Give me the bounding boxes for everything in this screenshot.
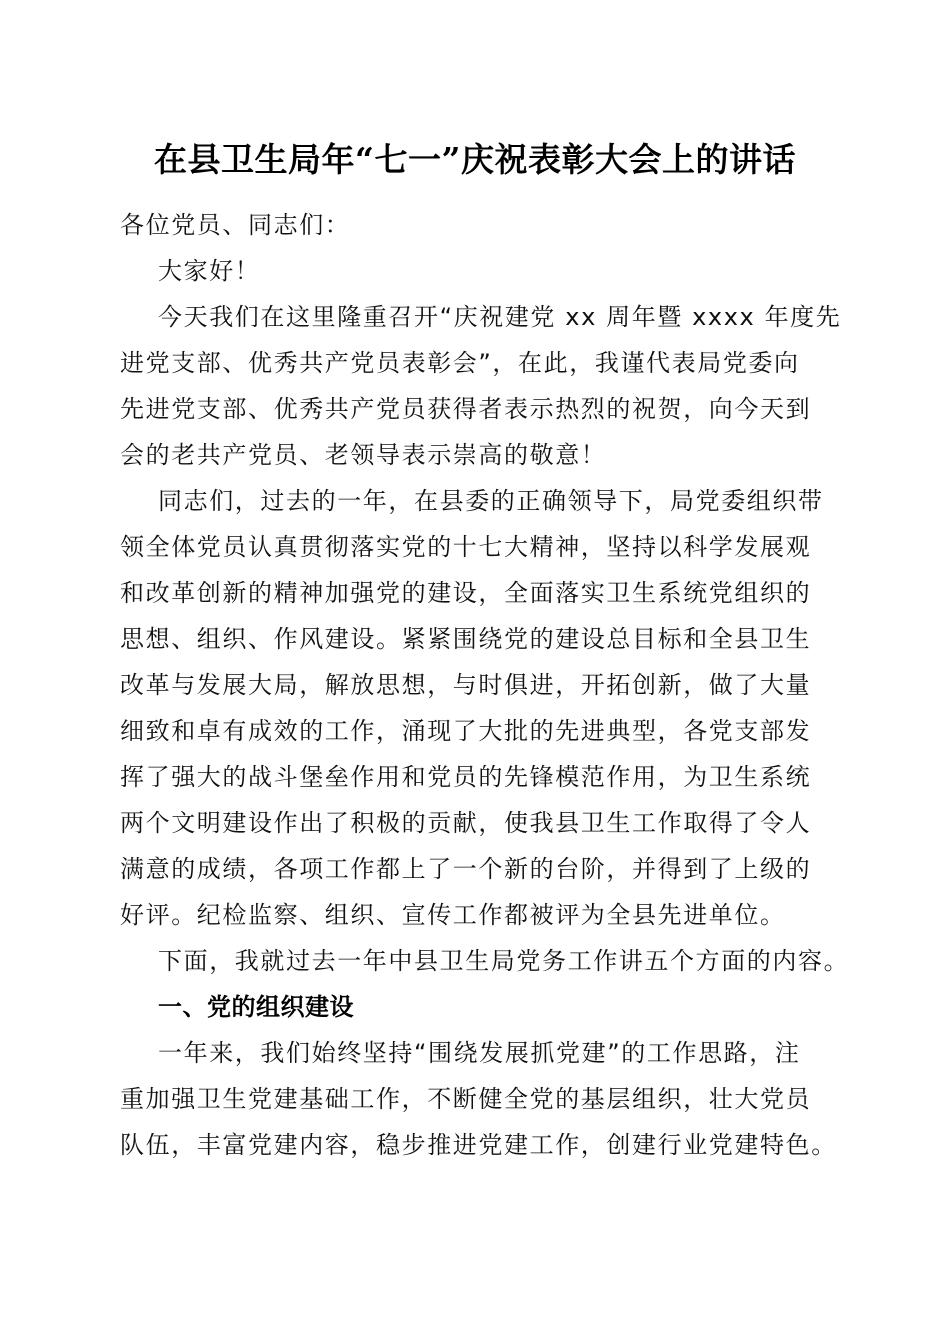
- paragraph-line: 领全体党员认真贯彻落实党的十七大精神，坚持以科学发展观: [120, 533, 812, 561]
- salutation: 各位党员、同志们：: [120, 211, 351, 239]
- paragraph-line: 细致和卓有成效的工作，涌现了大批的先进典型，各党支部发: [120, 717, 812, 745]
- paragraph-line: 满意的成绩，各项工作都上了一个新的台阶，并得到了上级的: [120, 855, 812, 883]
- paragraph-line: 下面，我就过去一年中县卫生局党务工作讲五个方面的内容。: [158, 947, 850, 975]
- paragraph-line: 先进党支部、优秀共产党员获得者表示热烈的祝贺，向今天到: [120, 395, 812, 423]
- paragraph-line: 好评。纪检监察、组织、宣传工作都被评为全县先进单位。: [120, 901, 786, 929]
- paragraph-line: 进党支部、优秀共产党员表彰会”，在此，我谨代表局党委向: [120, 349, 800, 377]
- paragraph-line: 一年来，我们始终坚持“围绕发展抓党建”的工作思路，注: [158, 1039, 801, 1067]
- section-heading: 一、党的组织建设: [158, 993, 354, 1021]
- paragraph-line: 今天我们在这里隆重召开“庆祝建党 xx 周年暨 xxxx 年度先: [158, 303, 842, 331]
- paragraph-line: 思想、组织、作风建设。紧紧围绕党的建设总目标和全县卫生: [120, 625, 812, 653]
- greeting: 大家好！: [158, 257, 261, 285]
- paragraph-line: 队伍，丰富党建内容，稳步推进党建工作，创建行业党建特色。: [120, 1131, 837, 1159]
- paragraph-line: 和改革创新的精神加强党的建设，全面落实卫生系统党组织的: [120, 579, 812, 607]
- document-title: 在县卫生局年“七一”庆祝表彰大会上的讲话: [154, 140, 796, 179]
- paragraph-line: 改革与发展大局，解放思想，与时俱进，开拓创新，做了大量: [120, 671, 812, 699]
- paragraph-line: 两个文明建设作出了积极的贡献，使我县卫生工作取得了令人: [120, 809, 812, 837]
- paragraph-line: 挥了强大的战斗堡垒作用和党员的先锋模范作用，为卫生系统: [120, 763, 812, 791]
- paragraph-line: 会的老共产党员、老领导表示崇高的敬意！: [120, 441, 607, 469]
- paragraph-line: 同志们，过去的一年，在县委的正确领导下，局党委组织带: [158, 487, 824, 515]
- paragraph-line: 重加强卫生党建基础工作，不断健全党的基层组织，壮大党员: [120, 1085, 812, 1113]
